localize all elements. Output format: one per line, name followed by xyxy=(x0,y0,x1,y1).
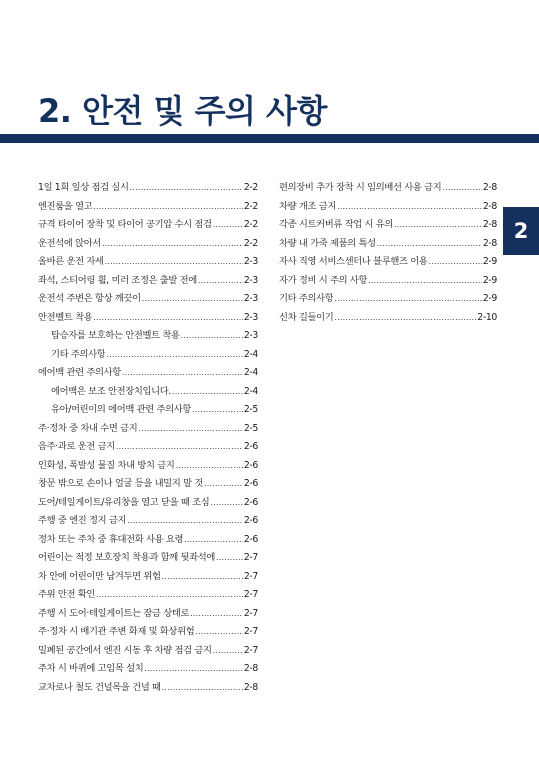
toc-page-number: 2-2 xyxy=(243,182,258,193)
toc-page-number: 2-8 xyxy=(243,663,258,674)
toc-dot-leader xyxy=(106,350,242,359)
toc-dot-leader xyxy=(334,313,476,322)
toc-dot-leader xyxy=(368,276,482,285)
toc-subentry[interactable] xyxy=(38,401,258,420)
toc-dot-leader xyxy=(144,664,242,673)
toc-dot-leader xyxy=(96,590,243,599)
toc-entry[interactable] xyxy=(38,568,258,587)
toc-dot-leader xyxy=(334,294,481,303)
toc-entry[interactable] xyxy=(279,235,497,254)
toc-page-number: 2-7 xyxy=(243,626,258,637)
toc-entry-label: 신차 길들이기 xyxy=(279,311,334,323)
toc-dot-leader xyxy=(93,313,242,322)
toc-entry-label: 탑승자를 보호하는 안전벨트 착용 xyxy=(51,330,180,341)
chapter-tab[interactable]: 2 xyxy=(503,207,539,255)
toc-entry[interactable] xyxy=(38,494,258,513)
toc-page-number: 2-8 xyxy=(243,681,258,693)
toc-entry[interactable] xyxy=(38,290,258,309)
toc-dot-leader xyxy=(210,498,243,507)
toc-entry-label: 안전벨트 착용 xyxy=(38,311,93,323)
toc-entry[interactable] xyxy=(38,531,258,550)
toc-entry-label: 주·정차 시 배기관 주변 화재 및 화상위험 xyxy=(38,626,195,637)
toc-entry[interactable] xyxy=(38,179,258,198)
toc-page-number: 2-6 xyxy=(243,478,258,489)
toc-entry-label: 주행 시 도어·테일게이트는 잠금 상태로 xyxy=(38,607,190,619)
toc-entry-label: 운전석 주변은 항상 깨끗이 xyxy=(38,293,141,304)
toc-dot-leader xyxy=(162,683,243,692)
toc-dot-leader xyxy=(172,387,243,396)
toc-dot-leader xyxy=(184,535,243,544)
toc-entry-label: 창문 밖으로 손이나 얼굴 등을 내밀지 말 것 xyxy=(38,478,203,489)
toc-entry-label: 정차 또는 주차 중 휴대전화 사용 요령 xyxy=(38,533,184,545)
toc-page-number: 2-7 xyxy=(243,552,258,563)
toc-page-number: 2-2 xyxy=(243,219,258,230)
toc-page-number: 2-9 xyxy=(482,274,497,286)
toc-entry[interactable] xyxy=(279,272,497,291)
toc-page-number: 2-7 xyxy=(243,607,258,619)
toc-dot-leader xyxy=(102,239,243,248)
toc-entry-label: 주행 중 엔진 정지 금지 xyxy=(38,515,127,526)
toc-entry-label: 차량 개조 금지 xyxy=(279,200,336,212)
toc-dot-leader xyxy=(162,572,243,581)
toc-page-number: 2-9 xyxy=(482,293,497,304)
toc-entry[interactable] xyxy=(38,642,258,661)
toc-page-number: 2-5 xyxy=(243,422,258,434)
toc-entry[interactable] xyxy=(38,512,258,531)
toc-entry-label: 음주·과로 운전 금지 xyxy=(38,441,115,452)
toc-entry[interactable] xyxy=(38,272,258,291)
toc-entry[interactable] xyxy=(279,290,497,309)
toc-entry-label: 편의장비 추가 장착 시 임의배선 사용 금지 xyxy=(279,182,442,193)
toc-dot-leader xyxy=(122,368,243,377)
toc-page-number: 2-4 xyxy=(243,367,258,378)
toc-entry-label: 엔진룸을 열고 xyxy=(38,200,93,212)
toc-entry[interactable] xyxy=(38,679,258,698)
toc-entry-label: 올바른 운전 자세 xyxy=(38,256,104,267)
toc-page-number: 2-2 xyxy=(243,200,258,212)
toc-page-number: 2-3 xyxy=(243,330,258,341)
toc-entry[interactable] xyxy=(38,457,258,476)
toc-entry[interactable] xyxy=(38,309,258,328)
toc-entry-label: 규격 타이어 장착 및 타이어 공기압 수시 점검 xyxy=(38,219,212,230)
toc-entry-label: 에어백은 보조 안전장치입니다. xyxy=(51,385,172,397)
toc-entry[interactable] xyxy=(38,216,258,235)
toc-entry-label: 도어/테일게이트/유리창을 열고 닫을 때 조심 xyxy=(38,496,210,508)
toc-entry-label: 인화성, 폭발성 물질 차내 방치 금지 xyxy=(38,459,175,471)
toc-page-number: 2-9 xyxy=(482,256,497,267)
toc-page-number: 2-8 xyxy=(482,182,497,193)
toc-entry[interactable] xyxy=(38,660,258,679)
toc-entry[interactable] xyxy=(38,475,258,494)
toc-dot-leader xyxy=(377,239,482,248)
toc-entry[interactable] xyxy=(38,623,258,642)
toc-dot-leader xyxy=(127,516,243,525)
toc-dot-leader xyxy=(130,183,243,192)
toc-entry-label: 1일 1회 일상 점검 실시 xyxy=(38,182,129,193)
toc-page-number: 2-7 xyxy=(243,570,258,582)
toc-entry[interactable] xyxy=(279,216,497,235)
toc-page-number: 2-6 xyxy=(243,441,258,452)
toc-page-number: 2-6 xyxy=(243,459,258,471)
toc-entry[interactable] xyxy=(38,586,258,605)
toc-page-number: 2-6 xyxy=(243,496,258,508)
toc-dot-leader xyxy=(138,424,243,433)
toc-entry-label: 운전석에 앉아서 xyxy=(38,237,102,249)
toc-page-number: 2-4 xyxy=(243,385,258,397)
toc-entry-label: 어린이는 적정 보호장치 착용과 함께 뒷좌석에 xyxy=(38,552,216,563)
toc-entry[interactable] xyxy=(38,364,258,383)
toc-dot-leader xyxy=(116,442,243,451)
toc-page-number: 2-3 xyxy=(243,256,258,267)
toc-dot-leader xyxy=(192,405,243,414)
toc-dot-leader xyxy=(175,461,242,470)
toc-entry-label: 좌석, 스티어링 휠, 미러 조정은 출발 전에 xyxy=(38,274,197,286)
toc-page-number: 2-3 xyxy=(243,274,258,286)
chapter-title: 2. 안전 및 주의 사항 xyxy=(38,92,327,130)
toc-entry[interactable] xyxy=(279,253,497,272)
toc-page-number: 2-6 xyxy=(243,515,258,526)
toc-entry[interactable] xyxy=(38,198,258,217)
toc-page-number: 2-3 xyxy=(243,311,258,323)
toc-page-number: 2-8 xyxy=(482,200,497,212)
toc-page-number: 2-6 xyxy=(243,533,258,545)
toc-entry-label: 차량 내 가죽 제품의 특성 xyxy=(279,237,376,249)
toc-left-column xyxy=(38,179,258,697)
toc-entry-label: 주·정차 중 차내 수면 금지 xyxy=(38,422,138,434)
toc-entry-label: 밀폐된 공간에서 엔진 시동 후 차량 점검 금지 xyxy=(38,644,212,656)
toc-dot-leader xyxy=(181,331,243,340)
toc-dot-leader xyxy=(216,553,243,562)
toc-entry[interactable] xyxy=(38,253,258,272)
toc-page-number: 2-8 xyxy=(482,237,497,249)
toc-dot-leader xyxy=(198,276,243,285)
toc-entry-label: 각종 시트커버류 작업 시 유의 xyxy=(279,219,393,230)
toc-entry[interactable] xyxy=(38,549,258,568)
toc-entry[interactable] xyxy=(38,605,258,624)
toc-dot-leader xyxy=(337,202,482,211)
toc-subentry[interactable] xyxy=(38,383,258,402)
toc-entry-label: 기타 주의사항 xyxy=(51,348,106,360)
toc-dot-leader xyxy=(93,202,242,211)
toc-right-column xyxy=(279,179,497,327)
toc-page-number: 2-10 xyxy=(477,311,497,323)
toc-subentry[interactable] xyxy=(38,346,258,365)
toc-entry[interactable] xyxy=(279,179,497,198)
toc-subentry[interactable] xyxy=(38,327,258,346)
toc-page-number: 2-3 xyxy=(243,293,258,304)
toc-entry[interactable] xyxy=(279,198,497,217)
toc-dot-leader xyxy=(213,646,243,655)
toc-entry[interactable] xyxy=(38,235,258,254)
toc-page-number: 2-5 xyxy=(243,404,258,415)
toc-page-number: 2-2 xyxy=(243,237,258,249)
toc-dot-leader xyxy=(442,183,482,192)
toc-dot-leader xyxy=(142,294,243,303)
toc-dot-leader xyxy=(195,627,243,636)
toc-page-number: 2-7 xyxy=(243,589,258,600)
toc-entry-label: 차 안에 어린이만 남겨두면 위험 xyxy=(38,570,161,582)
toc-page-number: 2-8 xyxy=(482,219,497,230)
toc-entry-label: 자가 정비 시 주의 사항 xyxy=(279,274,368,286)
toc-entry-label: 자사 직영 서비스센터나 블루핸즈 이용 xyxy=(279,256,428,267)
toc-entry-label: 교차로나 철도 건널목을 건널 때 xyxy=(38,681,161,693)
title-underline-bar xyxy=(0,134,539,143)
toc-dot-leader xyxy=(394,220,482,229)
toc-entry[interactable] xyxy=(38,438,258,457)
toc-entry[interactable] xyxy=(38,420,258,439)
toc-dot-leader xyxy=(190,609,243,618)
toc-entry-label: 주차 시 바퀴에 고임목 설치 xyxy=(38,663,144,674)
toc-page-number: 2-7 xyxy=(243,644,258,656)
toc-dot-leader xyxy=(213,220,243,229)
toc-dot-leader xyxy=(204,479,243,488)
toc-entry-label: 유아/어린이의 에어백 관련 주의사항 xyxy=(51,404,192,415)
toc-dot-leader xyxy=(429,257,482,266)
toc-page-number: 2-4 xyxy=(243,348,258,360)
toc-entry-label: 기타 주의사항 xyxy=(279,293,334,304)
toc-entry-label: 에어백 관련 주의사항 xyxy=(38,367,121,378)
toc-entry-label: 주위 안전 확인 xyxy=(38,589,95,600)
toc-entry[interactable] xyxy=(279,309,497,328)
toc-dot-leader xyxy=(105,257,243,266)
